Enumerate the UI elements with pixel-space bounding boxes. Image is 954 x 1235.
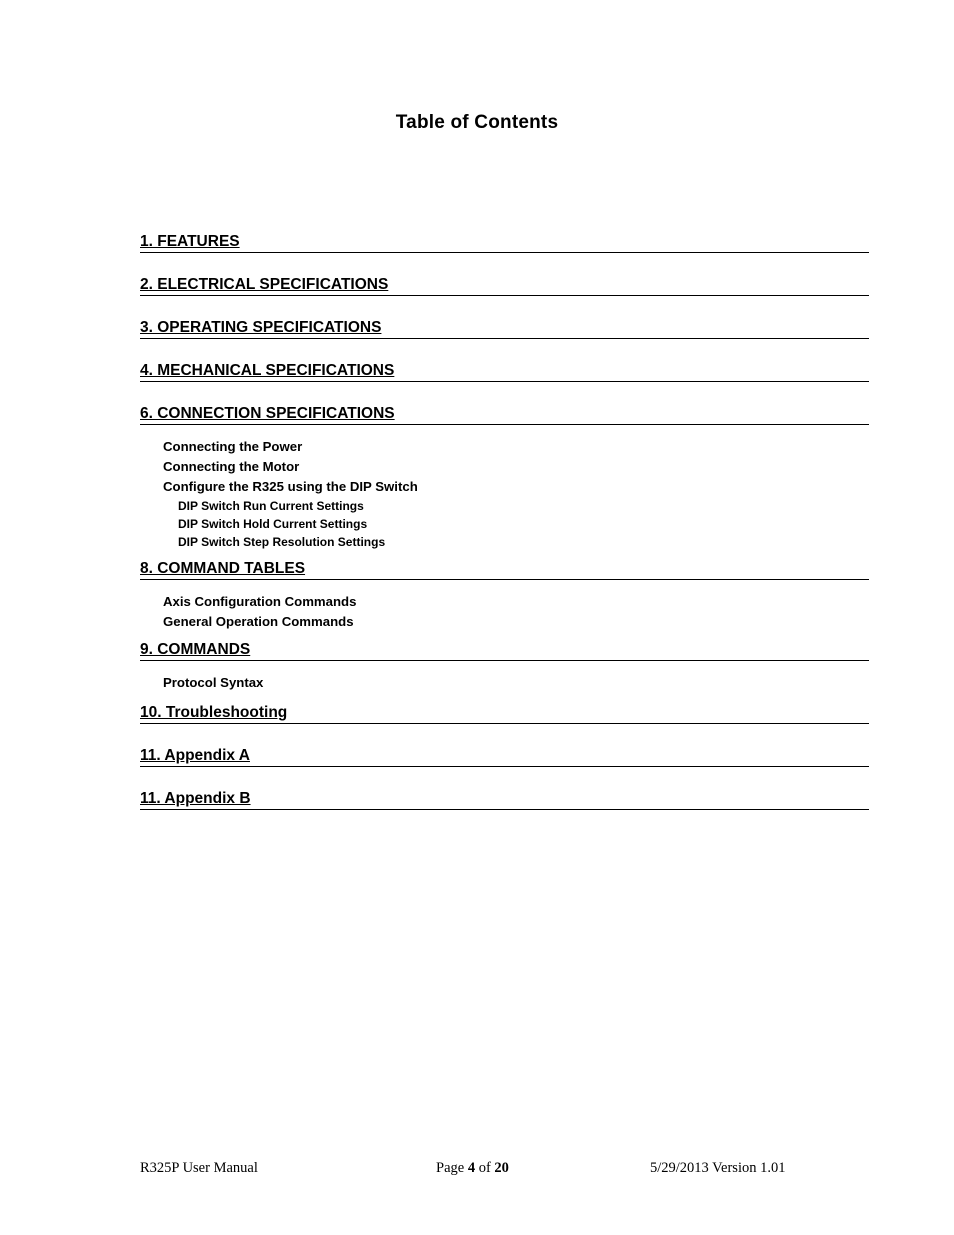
toc-entry-mechanical[interactable] [140,361,869,382]
footer-date-version: 5/29/2013 Version 1.01 [650,1160,786,1176]
toc-subsubentry-run-current[interactable]: DIP Switch Run Current Settings [178,499,364,513]
toc-entry-label: 4. MECHANICAL SPECIFICATIONS [140,362,395,379]
toc-entry-troubleshooting[interactable] [140,703,869,724]
toc-entry-commands[interactable] [140,640,869,661]
toc-entry-label: 10. Troubleshooting [140,704,288,721]
footer-document-name: R325P User Manual [140,1160,258,1176]
toc-entry-label: 3. OPERATING SPECIFICATIONS [140,319,382,336]
footer-page-prefix: Page [436,1160,468,1176]
page-footer [0,1160,954,1180]
footer-page-total: 20 [494,1160,509,1176]
page-title: Table of Contents [395,112,559,133]
toc-entry-label: 11. Appendix A [140,747,250,764]
toc-subentry-configure-dip[interactable]: Configure the R325 using the DIP Switch [163,479,418,494]
toc-sublist-connection [140,437,869,551]
toc-subentry-connecting-power[interactable]: Connecting the Power [163,439,303,454]
footer-page-of: of [475,1160,495,1176]
toc-entry-features[interactable] [140,232,869,253]
toc-entry-label: 9. COMMANDS [140,641,251,658]
toc-entry-label: 11. Appendix B [140,790,251,807]
toc-subentry-general-operation[interactable]: General Operation Commands [163,614,354,629]
toc-sublist-commands [140,673,869,693]
toc-entry-label: 6. CONNECTION SPECIFICATIONS [140,405,395,422]
toc-entry-command-tables[interactable] [140,559,869,580]
toc-entry-label: 2. ELECTRICAL SPECIFICATIONS [140,276,389,293]
toc-entry-label: 1. FEATURES [140,233,240,250]
toc-subentry-connecting-motor[interactable]: Connecting the Motor [163,459,300,474]
toc-entry-connection[interactable] [140,404,869,425]
toc-entry-label: 8. COMMAND TABLES [140,560,306,577]
toc-subsubentry-step-resolution[interactable]: DIP Switch Step Resolution Settings [178,535,386,549]
toc-sublist-command-tables [140,592,869,632]
footer-page-current: 4 [467,1160,476,1176]
toc-entry-appendix-b[interactable] [140,789,869,810]
toc-entry-electrical[interactable] [140,275,869,296]
toc-subentry-axis-configuration[interactable]: Axis Configuration Commands [163,594,357,609]
footer-page-number [436,1160,509,1177]
table-of-contents [140,232,869,832]
toc-subentry-protocol-syntax[interactable]: Protocol Syntax [163,675,264,690]
toc-entry-operating[interactable] [140,318,869,339]
toc-subsubentry-hold-current[interactable]: DIP Switch Hold Current Settings [178,517,368,531]
toc-entry-appendix-a[interactable] [140,746,869,767]
